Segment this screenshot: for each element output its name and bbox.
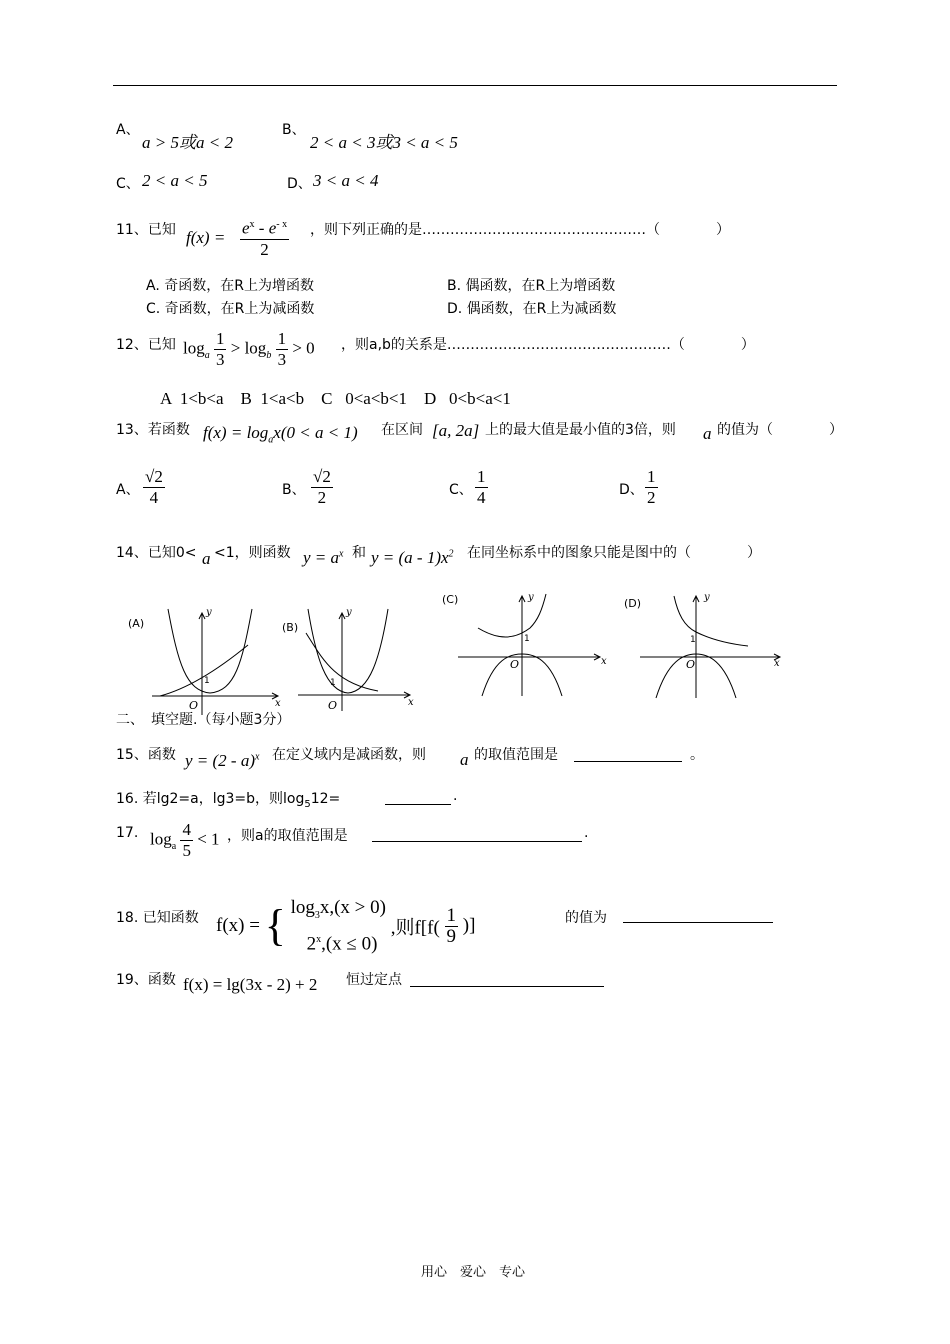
q14-and: 和 (352, 545, 366, 561)
q15-mid: 在定义域内是减函数，则 (272, 747, 426, 763)
graph-d (620, 590, 790, 702)
q13-a: a (703, 424, 712, 443)
graph-c-tick: 1 (524, 634, 530, 644)
header-rule (113, 85, 837, 86)
q14-func1: $y = a^x$ (303, 548, 344, 567)
graph-d-x-label: x (774, 658, 780, 669)
graph-a-tick: 1 (204, 676, 210, 686)
q10-c-label: C、 (116, 176, 140, 192)
q10-b-text: 2 < a < 3或3 < a < 5 (310, 133, 458, 152)
q18-tail: 的值为 (565, 910, 607, 926)
q10-c-text: 2 < a < 5 (142, 171, 208, 190)
page-footer: 用心 爱心 专心 (421, 1265, 526, 1280)
q15-number: 15、函数 (116, 747, 176, 763)
q12-tail: ，则a,b的关系是…………………………………………（ ） (341, 337, 755, 353)
q12-inequality: $\log_a$ $\frac{1}{3}$ > $\log_b$ $\frac{1}{3}$ > 0 (183, 329, 315, 369)
q13-interval: [a, 2a] (432, 421, 480, 440)
graph-d-label: (D) (624, 597, 642, 610)
q13-a-label: A、 (116, 482, 140, 498)
q18-answer-blank[interactable] (623, 905, 773, 923)
q16-end: . (453, 788, 458, 804)
q19-function: f(x) = lg(3x - 2) + 2 (183, 975, 318, 994)
q11-tail: ，则下列正确的是…………………………………………（ ） (310, 222, 730, 238)
q17-answer-blank[interactable] (372, 825, 582, 842)
q11-fraction: $\frac{e^x - e^{- x}}{2}$ (240, 215, 289, 260)
q13-b-label: B、 (282, 482, 306, 498)
q12-number: 12、已知 (116, 337, 176, 353)
graph-c (438, 588, 618, 700)
q16-text: 16. 若lg2=a，lg3=b，则$\log_512=$ (116, 791, 341, 810)
q11-number: 11、已知 (116, 222, 176, 238)
q11-option-a: A. 奇函数，在R上为增函数 (146, 278, 314, 294)
q13-c-label: C、 (449, 482, 473, 498)
graph-a (120, 603, 290, 718)
q13-function: $f(x) = \log_ax(0 < a < 1)$ (203, 423, 358, 446)
q10-d-text: 3 < a < 4 (313, 171, 379, 190)
q13-c-value: $\frac{1}{4}$ (477, 467, 486, 507)
graph-d-y-label: y (704, 592, 710, 603)
graph-b-tick: 1 (330, 678, 336, 688)
q10-a-text: a > 5或a < 2 (142, 133, 233, 152)
q11-option-d: D. 偶函数，在R上为减函数 (447, 301, 617, 317)
q14-a: a (202, 549, 211, 568)
graph-c-x-label: x (601, 656, 607, 667)
q10-b-label: B、 (282, 122, 306, 138)
q13-mid2: 上的最大值是最小值的3倍，则 (485, 422, 676, 438)
q14-tail: 在同坐标系中的图象只能是图中的（ ） (467, 545, 761, 561)
graph-d-origin: O (686, 658, 696, 671)
q16-answer-blank[interactable] (385, 788, 451, 805)
graph-d-tick: 1 (690, 635, 696, 645)
q13-a-value: $\frac{√2}{4}$ (145, 467, 163, 507)
q11-option-b: B. 偶函数，在R上为增函数 (447, 278, 616, 294)
graph-a-x-label: x (275, 698, 281, 709)
q15-end: 。 (690, 747, 704, 763)
q12-options: A 1<b<a B 1<a<b C 0<a<b<1 D 0<b<a<1 (160, 389, 511, 408)
q18-function: f(x) = { $\log_3x,(x > 0)$ $2^x,(x \le 0)$ ,则f[f( $\frac{1}{9}$ )] (216, 897, 476, 955)
graph-b-origin: O (328, 699, 338, 712)
graph-b-label: (B) (282, 621, 299, 634)
q15-a: a (460, 750, 469, 769)
q19-answer-blank[interactable] (410, 969, 604, 987)
q17-tail: ，则a的取值范围是 (227, 828, 348, 844)
graph-b-y-label: y (346, 607, 352, 618)
q17-number: 17. (116, 825, 139, 841)
q13-mid: 在区间 (381, 422, 423, 438)
graph-a-label: (A) (128, 617, 145, 630)
graph-c-label: (C) (442, 593, 459, 606)
graph-c-origin: O (510, 658, 520, 671)
q13-tail: 的值为（ ） (717, 422, 843, 438)
q11-option-c: C. 奇函数，在R上为减函数 (146, 301, 315, 317)
q14-number: 14、已知0< (116, 545, 197, 561)
q15-answer-blank[interactable] (574, 744, 682, 762)
q19-number: 19、函数 (116, 972, 176, 988)
q11-function: f(x) = (186, 228, 226, 247)
q10-a-label: A、 (116, 122, 140, 138)
q17-inequality: $\log_a$ $\frac{4}{5}$ < 1 (150, 820, 220, 860)
q15-tail: 的取值范围是 (474, 747, 558, 763)
section-heading: 二、 填空题.（每小题3分） (116, 712, 291, 728)
q13-b-value: $\frac{√2}{2}$ (313, 467, 331, 507)
graph-a-y-label: y (206, 607, 212, 618)
graph-b-x-label: x (408, 697, 414, 708)
graph-a-origin: O (189, 699, 199, 712)
q18-number: 18. 已知函数 (116, 910, 199, 926)
q15-function: y = (2 - a)$^x$ (185, 751, 260, 770)
q13-d-label: D、 (619, 482, 644, 498)
q17-end: . (584, 825, 589, 841)
q10-d-label: D、 (287, 176, 312, 192)
q14-mid: <1，则函数 (214, 545, 291, 561)
q13-number: 13、若函数 (116, 422, 190, 438)
q13-d-value: $\frac{1}{2}$ (647, 467, 656, 507)
graph-b (278, 603, 418, 713)
q19-tail: 恒过定点 (346, 972, 402, 988)
q14-func2: $y = (a - 1)x^2$ (371, 548, 454, 567)
graph-c-y-label: y (528, 592, 534, 603)
